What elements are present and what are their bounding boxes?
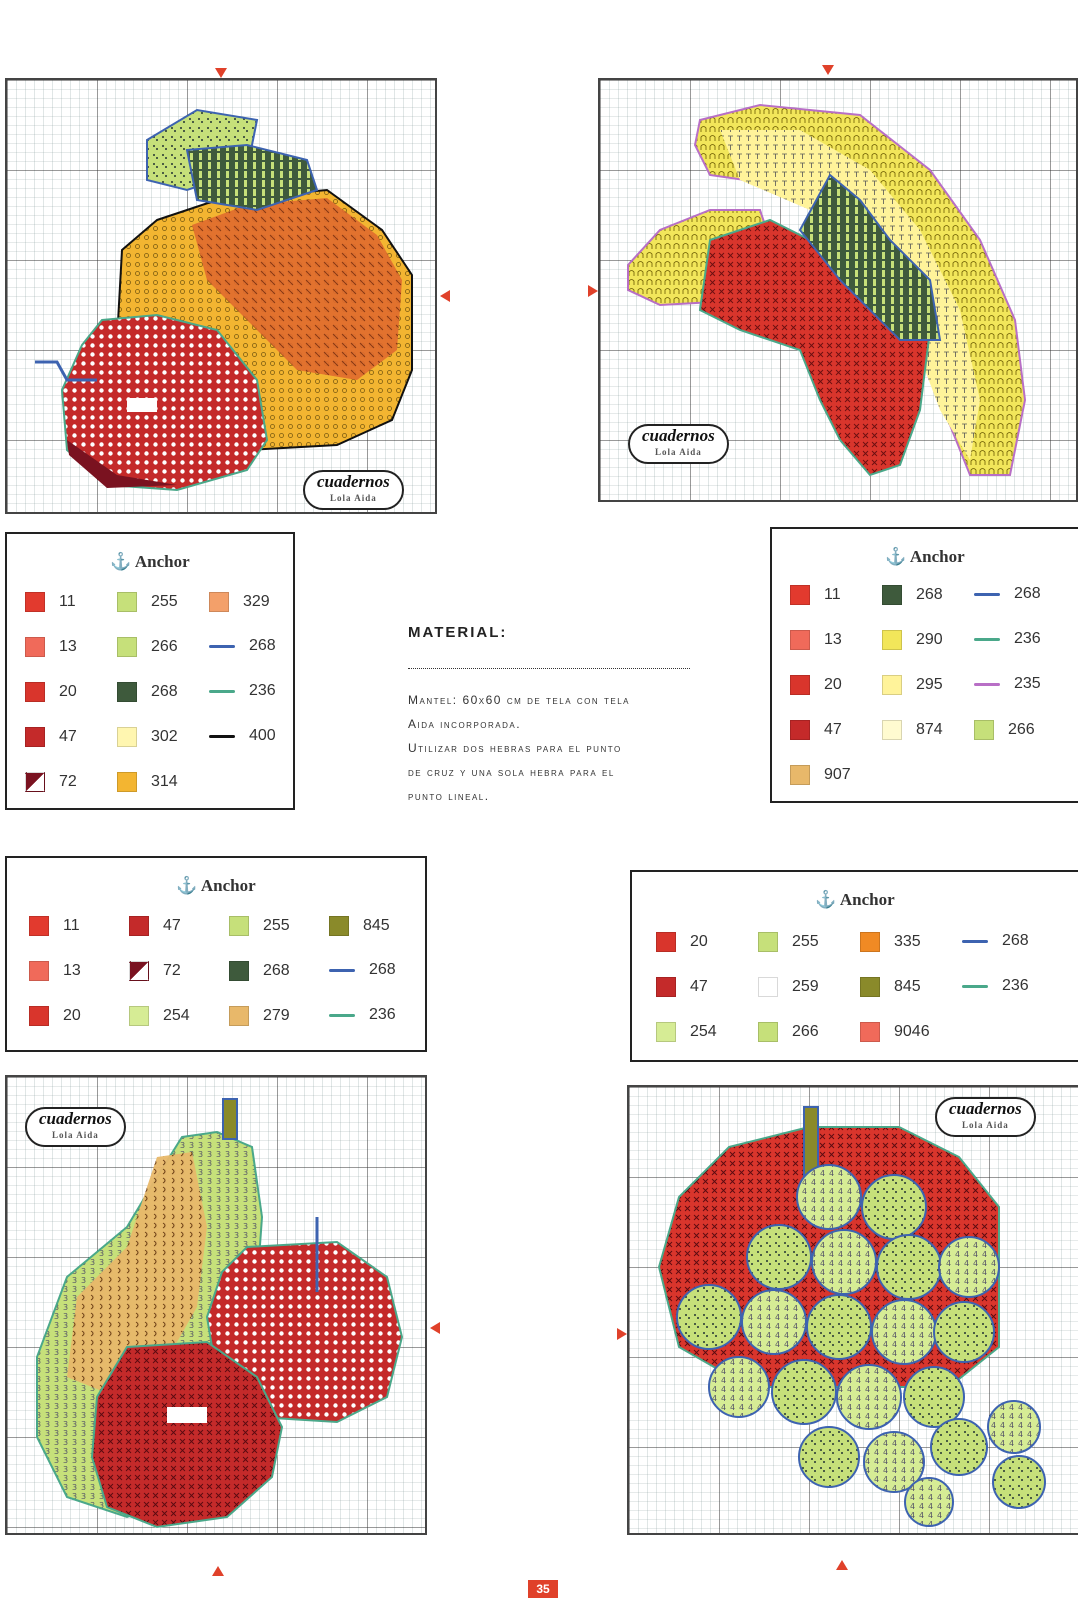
- legend-item: [129, 1006, 190, 1026]
- legend-item: [329, 961, 396, 979]
- legend-item: [209, 682, 276, 700]
- legend-item: [129, 961, 181, 981]
- apple-highlight: [127, 398, 157, 412]
- grape: [988, 1401, 1040, 1453]
- legend-code: 20: [824, 676, 842, 693]
- legend-code: 268: [151, 683, 178, 700]
- grapes-stem: [804, 1107, 818, 1177]
- legend-title-text: Anchor: [839, 890, 895, 909]
- legend-item: [790, 765, 851, 785]
- legend-code: 268: [1014, 585, 1041, 602]
- chart-apple-peach: [5, 78, 437, 514]
- legend-symbol-swatch: [790, 720, 810, 740]
- legend-code: 335: [894, 933, 921, 950]
- legend-title: ⚓ Anchor: [815, 890, 895, 909]
- legend-code: 13: [824, 631, 842, 648]
- legend-symbol-swatch: [209, 592, 229, 612]
- legend-line-swatch: [329, 1014, 355, 1017]
- legend-symbol-swatch: [758, 977, 778, 997]
- center-mark-left: [617, 1328, 627, 1340]
- legend-item: [656, 1022, 717, 1042]
- grape: [934, 1302, 994, 1362]
- legend-apple-peach: [5, 532, 295, 810]
- legend-code: 235: [1014, 675, 1041, 692]
- grape: [993, 1456, 1045, 1508]
- grape: [872, 1300, 936, 1364]
- legend-code: 20: [59, 683, 77, 700]
- material-line: punto lineal.: [408, 789, 490, 803]
- legend-symbol-swatch: [117, 682, 137, 702]
- legend-code: 266: [1008, 721, 1035, 738]
- legend-code: 20: [690, 933, 708, 950]
- legend-symbol-swatch: [860, 932, 880, 952]
- legend-item: [974, 585, 1041, 603]
- legend-title-text: Anchor: [200, 876, 256, 895]
- legend-symbol-swatch: [860, 977, 880, 997]
- material-divider: [408, 668, 690, 669]
- legend-symbol-swatch: [229, 961, 249, 981]
- brand-name: cuadernos: [39, 1109, 112, 1128]
- legend-line-swatch: [974, 593, 1000, 596]
- legend-item: [29, 916, 80, 936]
- grape: [904, 1367, 964, 1427]
- legend-code: 11: [59, 593, 76, 610]
- legend-code: 72: [163, 962, 181, 979]
- legend-banana-strawberry: [770, 527, 1078, 803]
- legend-code: 20: [63, 1007, 81, 1024]
- grape: [837, 1365, 901, 1429]
- grape: [931, 1419, 987, 1475]
- legend-item: [229, 961, 290, 981]
- legend-item: [758, 1022, 819, 1042]
- legend-title-text: Anchor: [909, 547, 965, 566]
- chart-banana-strawberry: [598, 78, 1078, 502]
- legend-code: 845: [363, 917, 390, 934]
- legend-symbol-swatch: [790, 630, 810, 650]
- legend-code: 302: [151, 728, 178, 745]
- legend-item: [882, 585, 943, 605]
- legend-item: [656, 977, 708, 997]
- legend-symbol-swatch: [29, 916, 49, 936]
- brand-name: cuadernos: [949, 1099, 1022, 1118]
- legend-code: 268: [1002, 932, 1029, 949]
- material-heading: MATERIAL:: [408, 624, 508, 641]
- brand-logo: [303, 470, 404, 510]
- legend-code: 290: [916, 631, 943, 648]
- legend-line-swatch: [962, 985, 988, 988]
- legend-code: 268: [369, 961, 396, 978]
- legend-code: 47: [59, 728, 77, 745]
- legend-symbol-swatch: [758, 932, 778, 952]
- brand-logo: [25, 1107, 126, 1147]
- legend-symbol-swatch: [882, 720, 902, 740]
- legend-item: [758, 977, 819, 997]
- legend-grapes-apple: [630, 870, 1078, 1062]
- legend-code: 13: [63, 962, 81, 979]
- page-number: 35: [528, 1580, 558, 1598]
- legend-item: [117, 637, 178, 657]
- legend-title: ⚓ Anchor: [885, 547, 965, 566]
- center-mark-right: [430, 1322, 440, 1334]
- legend-symbol-swatch: [882, 585, 902, 605]
- legend-title: ⚓ Anchor: [176, 876, 256, 895]
- legend-title-text: Anchor: [134, 552, 190, 571]
- legend-code: 266: [792, 1023, 819, 1040]
- legend-code: 400: [249, 727, 276, 744]
- legend-code: 907: [824, 766, 851, 783]
- brand-logo: [935, 1097, 1036, 1137]
- center-mark-left: [588, 285, 598, 297]
- legend-symbol-swatch: [117, 637, 137, 657]
- brand-tagline: Lola Aida: [654, 447, 702, 457]
- legend-title: ⚓ Anchor: [110, 552, 190, 571]
- legend-code: 314: [151, 773, 178, 790]
- legend-item: [860, 1022, 930, 1042]
- legend-item: [656, 932, 708, 952]
- legend-item: [117, 682, 178, 702]
- material-line: de cruz y una sola hebra para el: [408, 765, 615, 779]
- legend-code: 268: [916, 586, 943, 603]
- center-mark-top: [215, 68, 227, 78]
- legend-symbol-swatch: [129, 916, 149, 936]
- legend-item: [790, 630, 842, 650]
- brand-tagline: Lola Aida: [961, 1120, 1009, 1130]
- chart-grapes-apple-art: [629, 1087, 1078, 1533]
- legend-code: 255: [792, 933, 819, 950]
- legend-item: [117, 592, 178, 612]
- legend-item: [29, 961, 81, 981]
- legend-code: 329: [243, 593, 270, 610]
- legend-item: [882, 675, 943, 695]
- legend-code: 236: [1014, 630, 1041, 647]
- legend-code: 236: [1002, 977, 1029, 994]
- chart-grapes-apple: [627, 1085, 1078, 1535]
- legend-symbol-swatch: [790, 585, 810, 605]
- legend-item: [25, 637, 77, 657]
- legend-item: [29, 1006, 81, 1026]
- legend-item: [117, 727, 178, 747]
- material-line: Mantel: 60x60 cm de tela con tela: [408, 693, 630, 707]
- legend-item: [25, 772, 77, 792]
- legend-code: 13: [59, 638, 77, 655]
- legend-code: 255: [151, 593, 178, 610]
- legend-symbol-swatch: [117, 772, 137, 792]
- legend-item: [882, 630, 943, 650]
- grape: [799, 1427, 859, 1487]
- legend-item: [974, 675, 1041, 693]
- legend-code: 72: [59, 773, 77, 790]
- legend-code: 47: [824, 721, 842, 738]
- legend-symbol-swatch: [229, 916, 249, 936]
- legend-symbol-swatch: [117, 592, 137, 612]
- legend-symbol-swatch: [25, 637, 45, 657]
- brand-tagline: Lola Aida: [329, 493, 377, 503]
- center-mark-right: [440, 290, 450, 302]
- legend-symbol-swatch: [758, 1022, 778, 1042]
- legend-line-swatch: [209, 735, 235, 738]
- legend-symbol-swatch: [29, 961, 49, 981]
- grape: [709, 1357, 769, 1417]
- grape: [747, 1225, 811, 1289]
- legend-line-swatch: [974, 683, 1000, 686]
- legend-item: [25, 727, 77, 747]
- legend-item: [25, 682, 77, 702]
- legend-symbol-swatch: [117, 727, 137, 747]
- grape: [742, 1290, 806, 1354]
- legend-item: [329, 1006, 396, 1024]
- legend-code: 11: [824, 586, 841, 603]
- legend-line-swatch: [209, 645, 235, 648]
- legend-code: 268: [263, 962, 290, 979]
- chart-apple-peach-art: [7, 80, 435, 512]
- legend-line-swatch: [329, 969, 355, 972]
- grape: [772, 1360, 836, 1424]
- grape: [877, 1235, 941, 1299]
- legend-symbol-swatch: [790, 765, 810, 785]
- material-text: [408, 688, 698, 808]
- legend-code: 254: [163, 1007, 190, 1024]
- legend-line-swatch: [974, 638, 1000, 641]
- grape: [812, 1230, 876, 1294]
- legend-symbol-swatch: [25, 592, 45, 612]
- legend-pear-apples: [5, 856, 427, 1052]
- material-line: Aida incorporada.: [408, 717, 522, 731]
- legend-item: [25, 592, 76, 612]
- legend-item: [860, 977, 921, 997]
- legend-item: [209, 637, 276, 655]
- legend-item: [209, 592, 270, 612]
- legend-symbol-swatch: [656, 1022, 676, 1042]
- legend-symbol-swatch: [656, 932, 676, 952]
- legend-code: 236: [369, 1006, 396, 1023]
- legend-code: 9046: [894, 1023, 930, 1040]
- legend-symbol-swatch: [974, 720, 994, 740]
- legend-code: 236: [249, 682, 276, 699]
- legend-symbol-swatch: [129, 1006, 149, 1026]
- legend-item: [329, 916, 390, 936]
- legend-code: 295: [916, 676, 943, 693]
- legend-item: [129, 916, 181, 936]
- legend-item: [117, 772, 178, 792]
- legend-item: [962, 977, 1029, 995]
- legend-item: [974, 720, 1035, 740]
- legend-symbol-swatch: [329, 916, 349, 936]
- legend-code: 255: [263, 917, 290, 934]
- legend-code: 874: [916, 721, 943, 738]
- legend-symbol-swatch: [25, 772, 45, 792]
- brand-logo: [628, 424, 729, 464]
- legend-code: 268: [249, 637, 276, 654]
- grape: [797, 1165, 861, 1229]
- legend-symbol-swatch: [656, 977, 676, 997]
- brand-tagline: Lola Aida: [51, 1130, 99, 1140]
- legend-code: 11: [63, 917, 80, 934]
- legend-symbol-swatch: [882, 630, 902, 650]
- legend-item: [758, 932, 819, 952]
- legend-symbol-swatch: [882, 675, 902, 695]
- legend-symbol-swatch: [129, 961, 149, 981]
- legend-code: 845: [894, 978, 921, 995]
- legend-symbol-swatch: [25, 682, 45, 702]
- grape: [807, 1295, 871, 1359]
- legend-item: [209, 727, 276, 745]
- legend-line-swatch: [209, 690, 235, 693]
- legend-line-swatch: [962, 940, 988, 943]
- legend-code: 47: [690, 978, 708, 995]
- legend-code: 266: [151, 638, 178, 655]
- grape: [939, 1237, 999, 1297]
- apple-front-highlight: [167, 1407, 207, 1423]
- legend-item: [962, 932, 1029, 950]
- legend-symbol-swatch: [790, 675, 810, 695]
- legend-item: [860, 932, 921, 952]
- grape: [677, 1285, 741, 1349]
- legend-item: [229, 916, 290, 936]
- legend-symbol-swatch: [229, 1006, 249, 1026]
- chart-pear-apples: [5, 1075, 427, 1535]
- brand-name: cuadernos: [317, 472, 390, 491]
- pear-stem: [223, 1099, 237, 1139]
- legend-item: [790, 720, 842, 740]
- legend-symbol-swatch: [860, 1022, 880, 1042]
- legend-item: [974, 630, 1041, 648]
- legend-symbol-swatch: [29, 1006, 49, 1026]
- legend-item: [882, 720, 943, 740]
- legend-item: [790, 675, 842, 695]
- legend-item: [790, 585, 841, 605]
- legend-symbol-swatch: [25, 727, 45, 747]
- brand-name: cuadernos: [642, 426, 715, 445]
- grape: [862, 1175, 926, 1239]
- legend-item: [229, 1006, 290, 1026]
- center-mark-bottom: [212, 1566, 224, 1576]
- legend-code: 259: [792, 978, 819, 995]
- legend-code: 254: [690, 1023, 717, 1040]
- center-mark-top: [822, 65, 834, 75]
- center-mark-bottom: [836, 1560, 848, 1570]
- legend-code: 47: [163, 917, 181, 934]
- grape: [905, 1478, 953, 1526]
- material-line: Utilizar dos hebras para el punto: [408, 741, 622, 755]
- legend-code: 279: [263, 1007, 290, 1024]
